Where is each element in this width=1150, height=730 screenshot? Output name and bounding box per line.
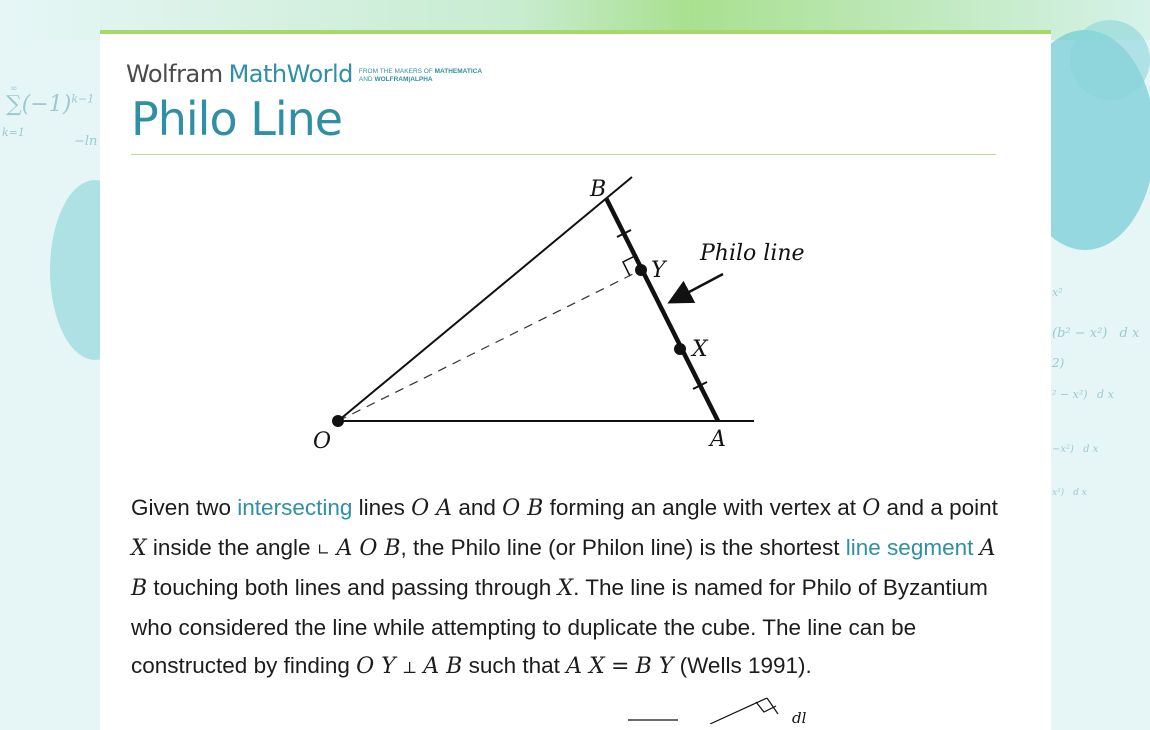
math-equals: = bbox=[610, 654, 630, 679]
brand-wolfram: Wolfram bbox=[126, 60, 223, 88]
bg-sum-lower: k=1 bbox=[2, 126, 25, 139]
label-B: B bbox=[590, 177, 607, 202]
math-angle-symbol: ∟ bbox=[316, 539, 331, 559]
bg-expr-3: ² − x²) d x bbox=[1052, 388, 1114, 401]
definition-paragraph: Given two intersecting lines O A and O B forming an angle with vertex at O and a point X inside the angle ∟ A O B, the Philo line (or Philon line) is the shortest line segment A B touching both lines and passing through X. The line is named for Philo of Byzantium who considered the line while attempting to duplicate the cube. The line can be constructed by finding O Y ⊥ A B such that A X = B Y (Wells 1991). bbox=[131, 495, 998, 679]
math-AB-2: A B bbox=[423, 654, 463, 679]
mathworld-logo[interactable] bbox=[126, 60, 482, 88]
bg-sum-expression: $\sum(-1)^{k-1}$ bbox=[6, 92, 95, 117]
math-AOB: A O B bbox=[336, 535, 401, 561]
dashed-line-OY bbox=[338, 270, 641, 421]
bg-expr-5: x²) d x bbox=[1052, 488, 1087, 498]
bg-expr-2: 2) bbox=[1052, 356, 1065, 370]
line-OB bbox=[338, 177, 632, 421]
math-OB: O B bbox=[502, 496, 544, 521]
label-A: A bbox=[710, 427, 726, 452]
bottom-line-2 bbox=[710, 698, 767, 724]
bottom-diagram-partial bbox=[520, 664, 860, 724]
link-line-segment[interactable]: line segment bbox=[845, 534, 974, 560]
page-title: Philo Line bbox=[131, 92, 343, 146]
label-Y: Y bbox=[651, 258, 666, 283]
bg-sum-upper: ∞ bbox=[10, 84, 18, 94]
bg-x2: x² bbox=[1052, 286, 1063, 299]
point-X bbox=[674, 343, 686, 355]
right-surface-shape-top bbox=[1070, 20, 1150, 100]
content-card bbox=[100, 30, 1051, 730]
bottom-line-3 bbox=[767, 698, 778, 714]
bg-expr-1: (b² − x²) d x bbox=[1052, 326, 1140, 341]
point-Y bbox=[635, 264, 647, 276]
math-X: X bbox=[131, 535, 147, 561]
title-divider bbox=[131, 154, 996, 155]
math-OA: O A bbox=[411, 496, 453, 521]
point-O bbox=[332, 415, 344, 427]
math-X-2: X bbox=[557, 576, 574, 601]
philo-line-diagram bbox=[290, 174, 810, 464]
math-AX: A X bbox=[566, 654, 605, 679]
bg-expr-4: −x²) d x bbox=[1052, 444, 1099, 455]
link-intersecting[interactable]: intersecting bbox=[237, 495, 353, 520]
label-X: X bbox=[692, 337, 708, 362]
brand-tagline: FROM THE MAKERS OF MATHEMATICA AND WOLFRAM|ALPHA bbox=[358, 68, 483, 83]
math-BY: B Y bbox=[635, 654, 674, 679]
brand-mathworld: MathWorld bbox=[228, 60, 353, 88]
math-O: O bbox=[862, 496, 881, 521]
label-philo-line: Philo line bbox=[700, 241, 805, 266]
bg-minus-ln: −ln bbox=[74, 134, 98, 149]
math-perp-symbol: ⊥ bbox=[401, 658, 418, 677]
math-OY: O Y bbox=[356, 654, 396, 679]
annotation-arrow bbox=[674, 274, 723, 300]
label-dl: dl bbox=[792, 709, 807, 724]
label-O: O bbox=[313, 429, 332, 454]
philo-line-segment bbox=[606, 198, 718, 421]
math-AB: A B bbox=[131, 535, 996, 601]
